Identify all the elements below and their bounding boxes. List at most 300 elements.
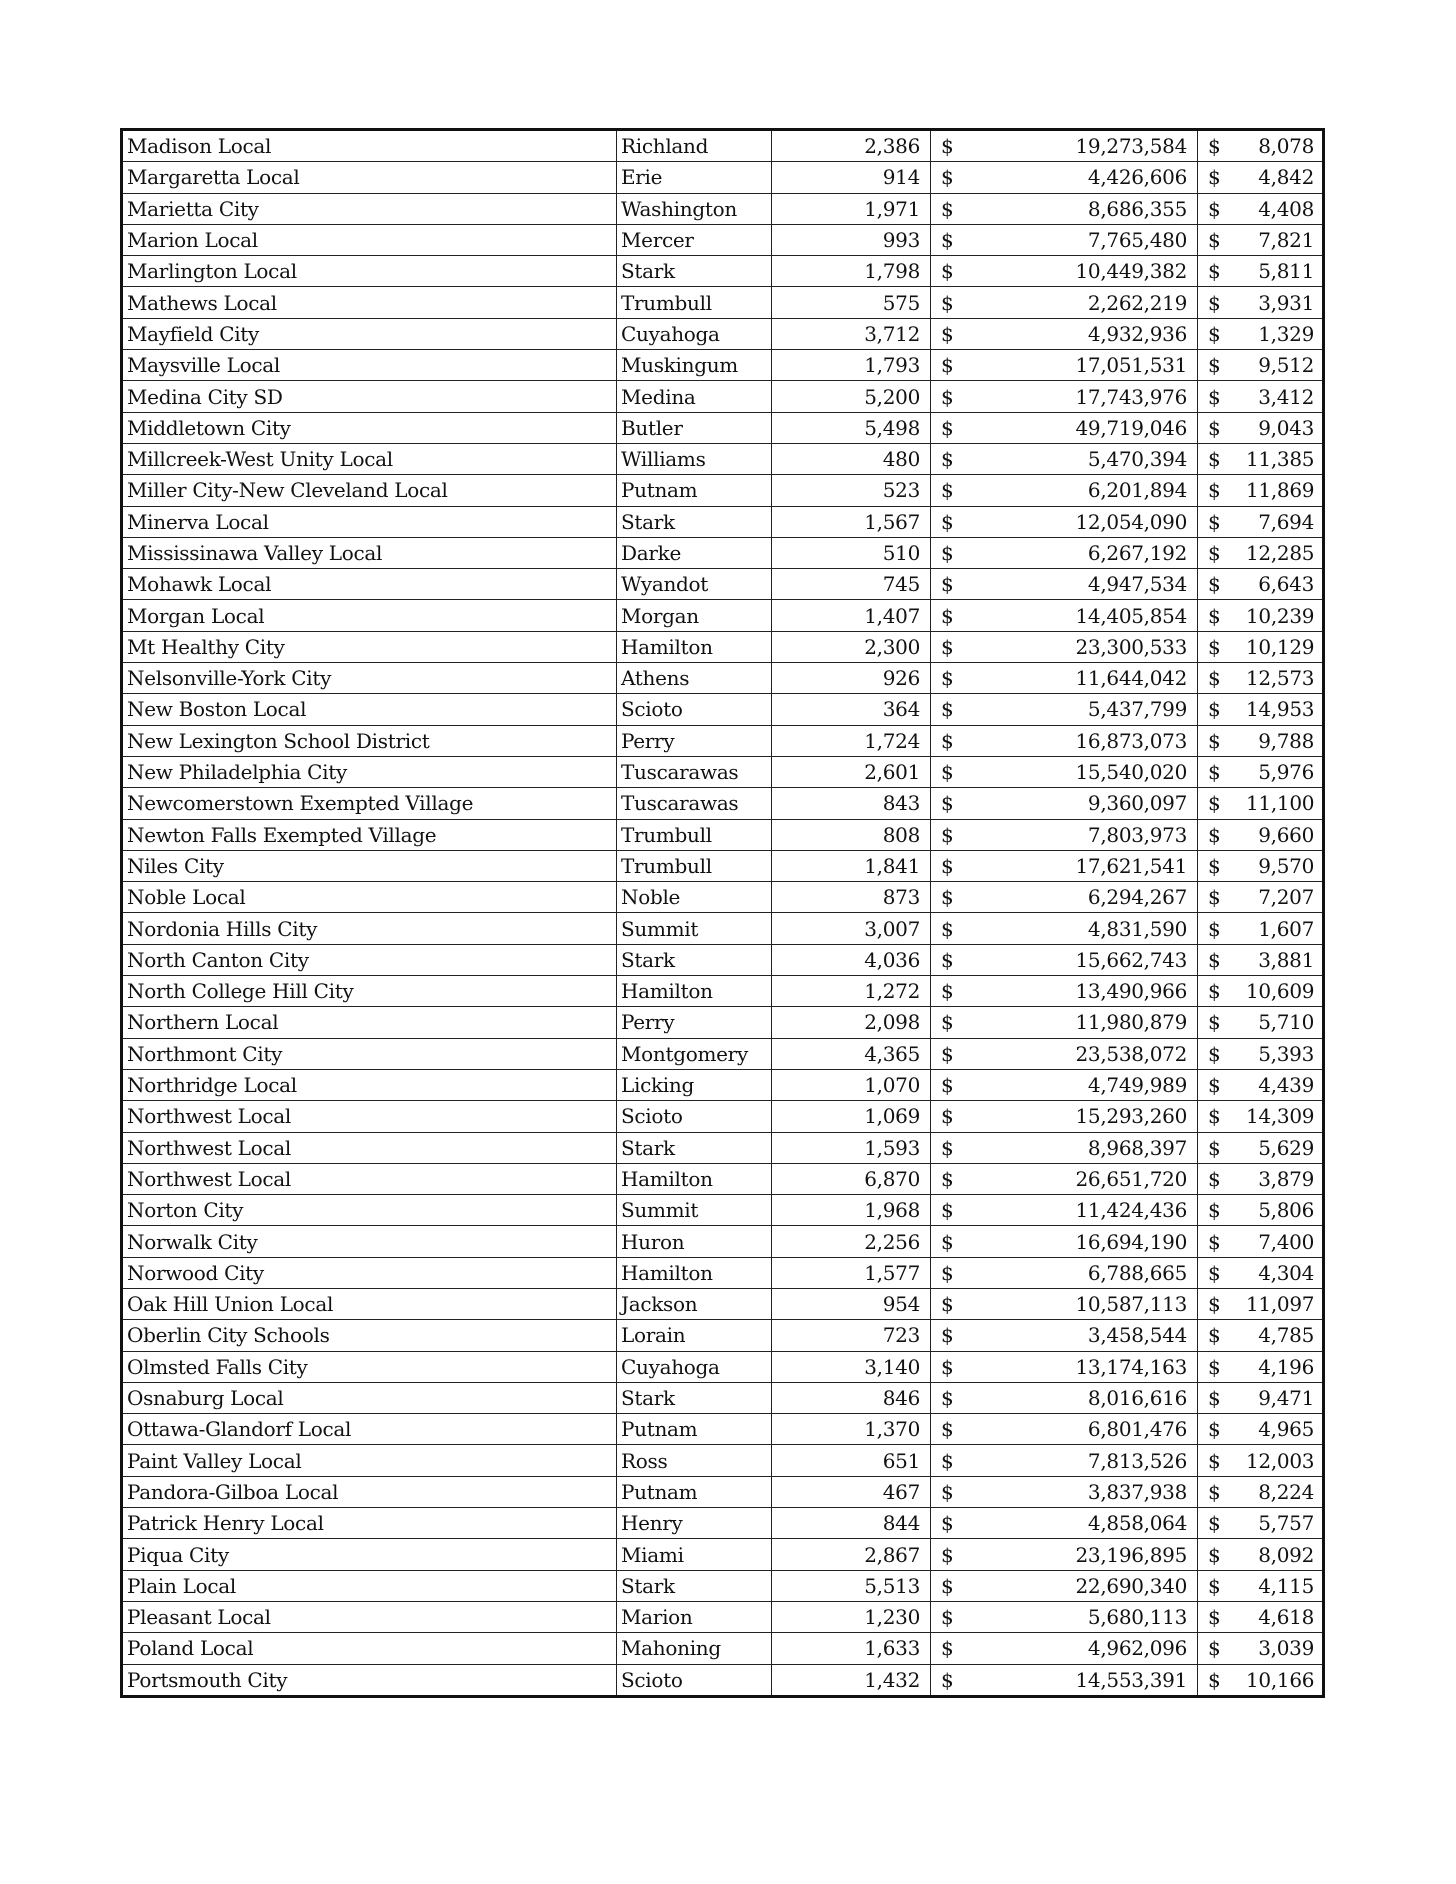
total-amount-cell: 4,749,989 (975, 1069, 1198, 1100)
per-pupil-currency-symbol: $ (1198, 1257, 1243, 1288)
total-amount-cell: 5,470,394 (975, 443, 1198, 474)
per-pupil-amount-cell: 11,869 (1242, 475, 1324, 506)
per-pupil-currency-symbol: $ (1198, 1288, 1243, 1319)
enrollment-cell: 1,370 (772, 1414, 931, 1445)
table-row (122, 381, 1324, 412)
table-body (122, 130, 1324, 1697)
table-row (122, 1508, 1324, 1539)
total-amount-cell: 15,662,743 (975, 944, 1198, 975)
district-name-cell: Madison Local (122, 130, 617, 162)
county-cell: Summit (617, 1195, 772, 1226)
per-pupil-currency-symbol: $ (1198, 913, 1243, 944)
total-currency-symbol: $ (931, 1320, 976, 1351)
enrollment-cell: 6,870 (772, 1163, 931, 1194)
per-pupil-amount-cell: 11,100 (1242, 788, 1324, 819)
district-name-cell: Piqua City (122, 1539, 617, 1570)
county-cell: Cuyahoga (617, 1351, 772, 1382)
total-amount-cell: 3,837,938 (975, 1476, 1198, 1507)
enrollment-cell: 1,069 (772, 1101, 931, 1132)
table-row (122, 1664, 1324, 1696)
enrollment-cell: 2,256 (772, 1226, 931, 1257)
per-pupil-amount-cell: 4,965 (1242, 1414, 1324, 1445)
table-row (122, 1195, 1324, 1226)
total-amount-cell: 8,016,616 (975, 1382, 1198, 1413)
total-amount-cell: 3,458,544 (975, 1320, 1198, 1351)
total-amount-cell: 49,719,046 (975, 412, 1198, 443)
total-currency-symbol: $ (931, 1069, 976, 1100)
per-pupil-currency-symbol: $ (1198, 1601, 1243, 1632)
district-name-cell: Mathews Local (122, 287, 617, 318)
county-cell: Cuyahoga (617, 318, 772, 349)
total-currency-symbol: $ (931, 256, 976, 287)
per-pupil-amount-cell: 7,207 (1242, 882, 1324, 913)
total-currency-symbol: $ (931, 882, 976, 913)
table-row (122, 756, 1324, 787)
district-name-cell: Paint Valley Local (122, 1445, 617, 1476)
enrollment-cell: 843 (772, 788, 931, 819)
total-amount-cell: 14,405,854 (975, 600, 1198, 631)
district-name-cell: Northern Local (122, 1007, 617, 1038)
total-amount-cell: 9,360,097 (975, 788, 1198, 819)
total-amount-cell: 7,803,973 (975, 819, 1198, 850)
county-cell: Stark (617, 1132, 772, 1163)
district-name-cell: Ottawa-Glandorf Local (122, 1414, 617, 1445)
county-cell: Morgan (617, 600, 772, 631)
table-row (122, 913, 1324, 944)
district-name-cell: Olmsted Falls City (122, 1351, 617, 1382)
per-pupil-amount-cell: 4,618 (1242, 1601, 1324, 1632)
per-pupil-amount-cell: 10,239 (1242, 600, 1324, 631)
enrollment-cell: 1,432 (772, 1664, 931, 1696)
district-name-cell: Marion Local (122, 224, 617, 255)
enrollment-cell: 4,365 (772, 1038, 931, 1069)
table-row (122, 256, 1324, 287)
per-pupil-amount-cell: 3,931 (1242, 287, 1324, 318)
enrollment-cell: 510 (772, 537, 931, 568)
per-pupil-currency-symbol: $ (1198, 1445, 1243, 1476)
total-currency-symbol: $ (931, 224, 976, 255)
per-pupil-currency-symbol: $ (1198, 350, 1243, 381)
district-name-cell: Marietta City (122, 193, 617, 224)
county-cell: Butler (617, 412, 772, 443)
total-currency-symbol: $ (931, 913, 976, 944)
total-currency-symbol: $ (931, 1257, 976, 1288)
table-row (122, 350, 1324, 381)
county-cell: Licking (617, 1069, 772, 1100)
table-row (122, 1476, 1324, 1507)
per-pupil-currency-symbol: $ (1198, 1570, 1243, 1601)
per-pupil-amount-cell: 7,400 (1242, 1226, 1324, 1257)
per-pupil-amount-cell: 8,092 (1242, 1539, 1324, 1570)
per-pupil-currency-symbol: $ (1198, 1195, 1243, 1226)
per-pupil-amount-cell: 12,285 (1242, 537, 1324, 568)
enrollment-cell: 1,230 (772, 1601, 931, 1632)
per-pupil-currency-symbol: $ (1198, 475, 1243, 506)
district-name-cell: Millcreek-West Unity Local (122, 443, 617, 474)
enrollment-cell: 2,300 (772, 631, 931, 662)
table-row (122, 1382, 1324, 1413)
county-cell: Hamilton (617, 1257, 772, 1288)
per-pupil-amount-cell: 9,788 (1242, 725, 1324, 756)
total-amount-cell: 6,788,665 (975, 1257, 1198, 1288)
county-cell: Hamilton (617, 1163, 772, 1194)
per-pupil-amount-cell: 5,710 (1242, 1007, 1324, 1038)
district-name-cell: Mayfield City (122, 318, 617, 349)
enrollment-cell: 1,272 (772, 976, 931, 1007)
total-currency-symbol: $ (931, 631, 976, 662)
district-name-cell: North College Hill City (122, 976, 617, 1007)
per-pupil-currency-symbol: $ (1198, 224, 1243, 255)
enrollment-cell: 2,867 (772, 1539, 931, 1570)
per-pupil-currency-symbol: $ (1198, 1226, 1243, 1257)
enrollment-cell: 846 (772, 1382, 931, 1413)
district-name-cell: Medina City SD (122, 381, 617, 412)
county-cell: Summit (617, 913, 772, 944)
table-row (122, 162, 1324, 193)
total-amount-cell: 17,051,531 (975, 350, 1198, 381)
district-name-cell: Patrick Henry Local (122, 1508, 617, 1539)
total-currency-symbol: $ (931, 1038, 976, 1069)
county-cell: Tuscarawas (617, 756, 772, 787)
total-amount-cell: 11,980,879 (975, 1007, 1198, 1038)
table-row (122, 130, 1324, 162)
enrollment-cell: 5,513 (772, 1570, 931, 1601)
total-currency-symbol: $ (931, 976, 976, 1007)
enrollment-cell: 873 (772, 882, 931, 913)
total-currency-symbol: $ (931, 1195, 976, 1226)
per-pupil-amount-cell: 5,976 (1242, 756, 1324, 787)
total-amount-cell: 8,686,355 (975, 193, 1198, 224)
total-amount-cell: 6,201,894 (975, 475, 1198, 506)
per-pupil-currency-symbol: $ (1198, 443, 1243, 474)
total-amount-cell: 4,858,064 (975, 1508, 1198, 1539)
table-row (122, 193, 1324, 224)
county-cell: Darke (617, 537, 772, 568)
county-cell: Stark (617, 1382, 772, 1413)
per-pupil-amount-cell: 5,806 (1242, 1195, 1324, 1226)
per-pupil-amount-cell: 12,003 (1242, 1445, 1324, 1476)
per-pupil-amount-cell: 3,039 (1242, 1633, 1324, 1664)
county-cell: Henry (617, 1508, 772, 1539)
total-currency-symbol: $ (931, 1101, 976, 1132)
per-pupil-amount-cell: 8,078 (1242, 130, 1324, 162)
table-row (122, 318, 1324, 349)
county-cell: Scioto (617, 694, 772, 725)
total-amount-cell: 4,426,606 (975, 162, 1198, 193)
table-row (122, 1101, 1324, 1132)
total-currency-symbol: $ (931, 1382, 976, 1413)
per-pupil-amount-cell: 1,607 (1242, 913, 1324, 944)
table-row (122, 725, 1324, 756)
table-row (122, 506, 1324, 537)
enrollment-cell: 3,140 (772, 1351, 931, 1382)
per-pupil-amount-cell: 9,570 (1242, 850, 1324, 881)
enrollment-cell: 3,007 (772, 913, 931, 944)
per-pupil-amount-cell: 11,097 (1242, 1288, 1324, 1319)
total-currency-symbol: $ (931, 130, 976, 162)
total-amount-cell: 23,538,072 (975, 1038, 1198, 1069)
per-pupil-currency-symbol: $ (1198, 663, 1243, 694)
district-name-cell: Oberlin City Schools (122, 1320, 617, 1351)
per-pupil-currency-symbol: $ (1198, 318, 1243, 349)
district-name-cell: Portsmouth City (122, 1664, 617, 1696)
enrollment-cell: 3,712 (772, 318, 931, 349)
county-cell: Stark (617, 506, 772, 537)
total-amount-cell: 6,267,192 (975, 537, 1198, 568)
per-pupil-amount-cell: 6,643 (1242, 569, 1324, 600)
district-name-cell: New Philadelphia City (122, 756, 617, 787)
total-amount-cell: 14,553,391 (975, 1664, 1198, 1696)
district-name-cell: Noble Local (122, 882, 617, 913)
district-name-cell: Northridge Local (122, 1069, 617, 1100)
per-pupil-currency-symbol: $ (1198, 130, 1243, 162)
table-row (122, 1539, 1324, 1570)
district-name-cell: Northwest Local (122, 1132, 617, 1163)
county-cell: Scioto (617, 1664, 772, 1696)
per-pupil-currency-symbol: $ (1198, 193, 1243, 224)
table-row (122, 537, 1324, 568)
table-row (122, 1069, 1324, 1100)
county-cell: Hamilton (617, 976, 772, 1007)
county-cell: Lorain (617, 1320, 772, 1351)
total-amount-cell: 10,449,382 (975, 256, 1198, 287)
table-row (122, 443, 1324, 474)
enrollment-cell: 1,798 (772, 256, 931, 287)
per-pupil-amount-cell: 5,393 (1242, 1038, 1324, 1069)
district-name-cell: Osnaburg Local (122, 1382, 617, 1413)
district-name-cell: Mohawk Local (122, 569, 617, 600)
per-pupil-amount-cell: 3,881 (1242, 944, 1324, 975)
per-pupil-currency-symbol: $ (1198, 600, 1243, 631)
per-pupil-amount-cell: 9,660 (1242, 819, 1324, 850)
district-name-cell: Pandora-Gilboa Local (122, 1476, 617, 1507)
district-name-cell: Morgan Local (122, 600, 617, 631)
enrollment-cell: 723 (772, 1320, 931, 1351)
district-name-cell: Mississinawa Valley Local (122, 537, 617, 568)
total-amount-cell: 17,621,541 (975, 850, 1198, 881)
per-pupil-currency-symbol: $ (1198, 381, 1243, 412)
per-pupil-currency-symbol: $ (1198, 287, 1243, 318)
total-amount-cell: 15,293,260 (975, 1101, 1198, 1132)
per-pupil-currency-symbol: $ (1198, 1132, 1243, 1163)
total-amount-cell: 22,690,340 (975, 1570, 1198, 1601)
district-name-cell: Northwest Local (122, 1101, 617, 1132)
per-pupil-amount-cell: 9,043 (1242, 412, 1324, 443)
enrollment-cell: 651 (772, 1445, 931, 1476)
per-pupil-amount-cell: 4,439 (1242, 1069, 1324, 1100)
enrollment-cell: 1,633 (772, 1633, 931, 1664)
table-row (122, 1601, 1324, 1632)
district-name-cell: Nordonia Hills City (122, 913, 617, 944)
table-row (122, 1445, 1324, 1476)
per-pupil-amount-cell: 4,196 (1242, 1351, 1324, 1382)
district-name-cell: Northmont City (122, 1038, 617, 1069)
enrollment-cell: 1,577 (772, 1257, 931, 1288)
per-pupil-currency-symbol: $ (1198, 1508, 1243, 1539)
total-amount-cell: 16,694,190 (975, 1226, 1198, 1257)
district-name-cell: Mt Healthy City (122, 631, 617, 662)
per-pupil-currency-symbol: $ (1198, 1101, 1243, 1132)
per-pupil-currency-symbol: $ (1198, 569, 1243, 600)
enrollment-cell: 844 (772, 1508, 931, 1539)
district-name-cell: North Canton City (122, 944, 617, 975)
total-amount-cell: 23,196,895 (975, 1539, 1198, 1570)
total-currency-symbol: $ (931, 1601, 976, 1632)
county-cell: Richland (617, 130, 772, 162)
total-amount-cell: 8,968,397 (975, 1132, 1198, 1163)
total-amount-cell: 17,743,976 (975, 381, 1198, 412)
enrollment-cell: 4,036 (772, 944, 931, 975)
district-name-cell: New Lexington School District (122, 725, 617, 756)
total-amount-cell: 16,873,073 (975, 725, 1198, 756)
total-currency-symbol: $ (931, 1163, 976, 1194)
district-name-cell: New Boston Local (122, 694, 617, 725)
county-cell: Trumbull (617, 287, 772, 318)
total-currency-symbol: $ (931, 663, 976, 694)
per-pupil-amount-cell: 9,512 (1242, 350, 1324, 381)
per-pupil-currency-symbol: $ (1198, 537, 1243, 568)
per-pupil-currency-symbol: $ (1198, 1476, 1243, 1507)
enrollment-cell: 1,407 (772, 600, 931, 631)
district-name-cell: Miller City-New Cleveland Local (122, 475, 617, 506)
district-name-cell: Minerva Local (122, 506, 617, 537)
per-pupil-amount-cell: 14,309 (1242, 1101, 1324, 1132)
total-currency-symbol: $ (931, 350, 976, 381)
per-pupil-currency-symbol: $ (1198, 631, 1243, 662)
enrollment-cell: 993 (772, 224, 931, 255)
county-cell: Williams (617, 443, 772, 474)
table-row (122, 1288, 1324, 1319)
per-pupil-currency-symbol: $ (1198, 694, 1243, 725)
total-currency-symbol: $ (931, 1570, 976, 1601)
county-cell: Perry (617, 1007, 772, 1038)
table-row (122, 1007, 1324, 1038)
county-cell: Perry (617, 725, 772, 756)
district-name-cell: Poland Local (122, 1633, 617, 1664)
table-row (122, 569, 1324, 600)
county-cell: Trumbull (617, 850, 772, 881)
total-currency-symbol: $ (931, 850, 976, 881)
enrollment-cell: 808 (772, 819, 931, 850)
total-currency-symbol: $ (931, 381, 976, 412)
county-cell: Athens (617, 663, 772, 694)
enrollment-cell: 5,200 (772, 381, 931, 412)
table-row (122, 1226, 1324, 1257)
county-cell: Mercer (617, 224, 772, 255)
table-row (122, 1633, 1324, 1664)
table-row (122, 882, 1324, 913)
total-currency-symbol: $ (931, 694, 976, 725)
total-amount-cell: 7,813,526 (975, 1445, 1198, 1476)
total-currency-symbol: $ (931, 475, 976, 506)
per-pupil-currency-symbol: $ (1198, 256, 1243, 287)
county-cell: Medina (617, 381, 772, 412)
enrollment-cell: 2,601 (772, 756, 931, 787)
total-currency-symbol: $ (931, 162, 976, 193)
district-name-cell: Norton City (122, 1195, 617, 1226)
county-cell: Jackson (617, 1288, 772, 1319)
per-pupil-currency-symbol: $ (1198, 1038, 1243, 1069)
table-row (122, 944, 1324, 975)
table-row (122, 663, 1324, 694)
per-pupil-currency-symbol: $ (1198, 1664, 1243, 1696)
total-currency-symbol: $ (931, 1132, 976, 1163)
total-amount-cell: 26,651,720 (975, 1163, 1198, 1194)
total-currency-symbol: $ (931, 725, 976, 756)
enrollment-cell: 480 (772, 443, 931, 474)
total-currency-symbol: $ (931, 1664, 976, 1696)
total-amount-cell: 11,644,042 (975, 663, 1198, 694)
county-cell: Huron (617, 1226, 772, 1257)
county-cell: Noble (617, 882, 772, 913)
district-name-cell: Oak Hill Union Local (122, 1288, 617, 1319)
per-pupil-currency-symbol: $ (1198, 882, 1243, 913)
per-pupil-amount-cell: 8,224 (1242, 1476, 1324, 1507)
district-table-container (120, 128, 1325, 1698)
enrollment-cell: 926 (772, 663, 931, 694)
per-pupil-amount-cell: 12,573 (1242, 663, 1324, 694)
district-name-cell: Northwest Local (122, 1163, 617, 1194)
per-pupil-currency-symbol: $ (1198, 788, 1243, 819)
total-currency-symbol: $ (931, 537, 976, 568)
total-currency-symbol: $ (931, 318, 976, 349)
total-currency-symbol: $ (931, 443, 976, 474)
district-name-cell: Maysville Local (122, 350, 617, 381)
table-row (122, 1038, 1324, 1069)
enrollment-cell: 1,724 (772, 725, 931, 756)
table-row (122, 224, 1324, 255)
enrollment-cell: 1,070 (772, 1069, 931, 1100)
enrollment-cell: 2,386 (772, 130, 931, 162)
total-currency-symbol: $ (931, 412, 976, 443)
per-pupil-amount-cell: 4,842 (1242, 162, 1324, 193)
per-pupil-amount-cell: 7,694 (1242, 506, 1324, 537)
per-pupil-amount-cell: 14,953 (1242, 694, 1324, 725)
district-name-cell: Nelsonville-York City (122, 663, 617, 694)
enrollment-cell: 745 (772, 569, 931, 600)
total-currency-symbol: $ (931, 600, 976, 631)
per-pupil-amount-cell: 5,811 (1242, 256, 1324, 287)
total-amount-cell: 5,680,113 (975, 1601, 1198, 1632)
table-row (122, 1163, 1324, 1194)
total-currency-symbol: $ (931, 287, 976, 318)
per-pupil-currency-symbol: $ (1198, 1414, 1243, 1445)
per-pupil-amount-cell: 10,129 (1242, 631, 1324, 662)
per-pupil-amount-cell: 4,408 (1242, 193, 1324, 224)
per-pupil-currency-symbol: $ (1198, 1539, 1243, 1570)
total-currency-symbol: $ (931, 1288, 976, 1319)
total-currency-symbol: $ (931, 1539, 976, 1570)
enrollment-cell: 1,841 (772, 850, 931, 881)
total-amount-cell: 19,273,584 (975, 130, 1198, 162)
county-cell: Hamilton (617, 631, 772, 662)
enrollment-cell: 1,793 (772, 350, 931, 381)
total-amount-cell: 2,262,219 (975, 287, 1198, 318)
total-amount-cell: 4,962,096 (975, 1633, 1198, 1664)
total-amount-cell: 5,437,799 (975, 694, 1198, 725)
table-row (122, 850, 1324, 881)
total-currency-symbol: $ (931, 193, 976, 224)
enrollment-cell: 1,971 (772, 193, 931, 224)
total-currency-symbol: $ (931, 1445, 976, 1476)
district-name-cell: Pleasant Local (122, 1601, 617, 1632)
total-currency-symbol: $ (931, 506, 976, 537)
county-cell: Stark (617, 944, 772, 975)
per-pupil-amount-cell: 3,879 (1242, 1163, 1324, 1194)
per-pupil-currency-symbol: $ (1198, 944, 1243, 975)
per-pupil-currency-symbol: $ (1198, 725, 1243, 756)
table-row (122, 976, 1324, 1007)
